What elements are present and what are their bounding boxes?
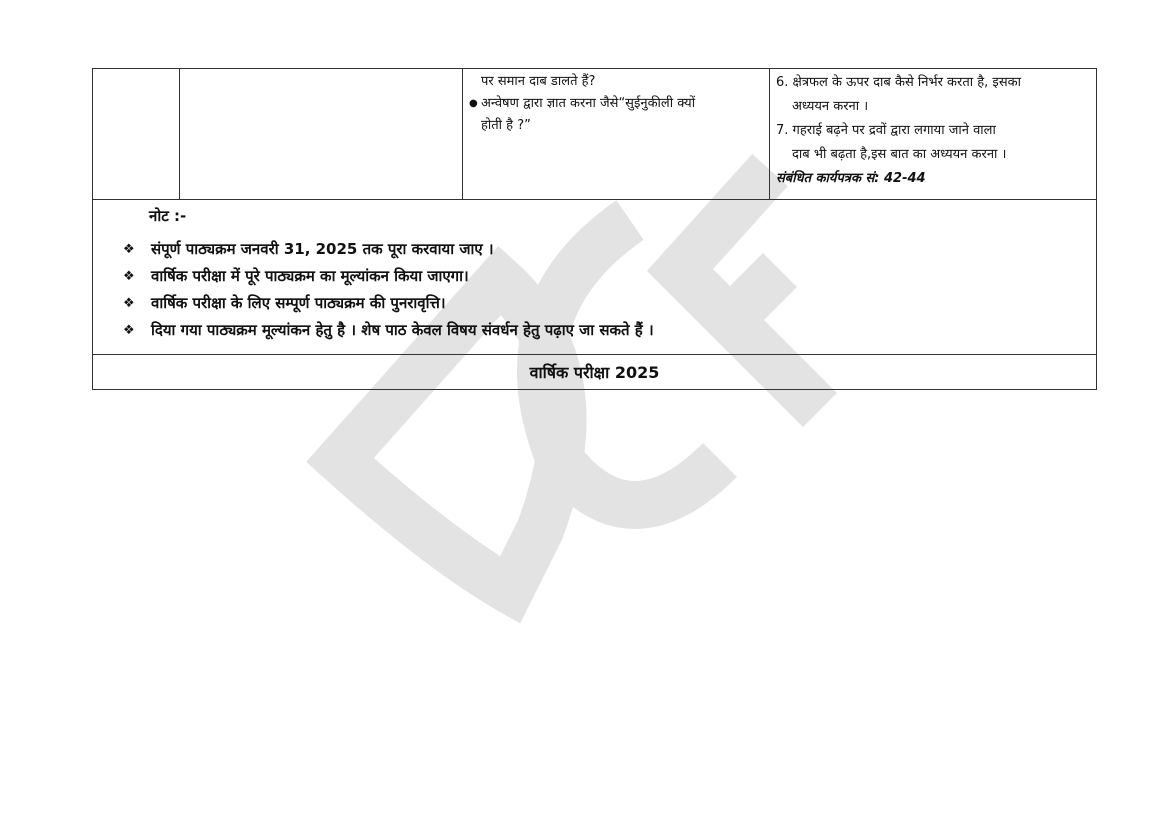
activity-text: होती है ?” — [481, 118, 531, 133]
diamond-bullet-icon: ❖ — [123, 242, 135, 257]
note-text: वार्षिक परीक्षा के लिए सम्पूर्ण पाठ्यक्रम की पुनरावृत्ति। — [151, 294, 446, 312]
footer-row — [93, 355, 1097, 390]
annual-exam-heading: वार्षिक परीक्षा 2025 — [93, 355, 1097, 390]
notes-cell — [93, 200, 1097, 355]
activity-line — [467, 71, 765, 93]
diamond-bullet-icon: ❖ — [123, 269, 135, 284]
outcome-item-7-cont: दाब भी बढ़ता है,इस बात का अध्ययन करना । — [792, 147, 1007, 162]
outcome-item-7: 7. गहराई बढ़ने पर द्रवों द्वारा लगाया जाने वाला — [776, 123, 996, 138]
empty-cell — [180, 69, 463, 200]
outcome-item-6-cont: अध्ययन करना । — [792, 99, 869, 114]
note-item — [123, 317, 1096, 344]
diamond-bullet-icon: ❖ — [123, 296, 135, 311]
activities-cell — [463, 69, 770, 200]
activity-text: अन्वेषण द्वारा ज्ञात करना जैसे“सुईनुकीली क्यों — [481, 96, 696, 111]
outcomes-cell — [770, 69, 1097, 200]
table-row — [93, 69, 1097, 200]
note-text: वार्षिक परीक्षा में पूरे पाठ्यक्रम का मूल्यांकन किया जाएगा। — [151, 267, 469, 285]
outcome-item-6: 6. क्षेत्रफल के ऊपर दाब कैसे निर्भर करता है, इसका — [776, 75, 1021, 90]
syllabus-table — [92, 68, 1097, 390]
bullet-icon: ● — [469, 98, 478, 109]
note-item — [123, 290, 1096, 317]
note-item — [123, 236, 1096, 263]
note-text: संपूर्ण पाठ्यक्रम जनवरी 31, 2025 तक पूरा करवाया जाए । — [151, 240, 494, 258]
activity-line — [467, 93, 765, 115]
diamond-bullet-icon: ❖ — [123, 323, 135, 338]
notes-list — [93, 236, 1096, 344]
activity-text: पर समान दाब डालते हैं? — [481, 74, 596, 89]
note-text: दिया गया पाठ्यक्रम मूल्यांकन हेतु है । शेष पाठ केवल विषय संवर्धन हेतु पढ़ाए जा सकते हैं । — [151, 321, 654, 339]
empty-cell — [93, 69, 180, 200]
activity-line — [467, 115, 765, 137]
note-item — [123, 263, 1096, 290]
worksheet-reference: संबंधित कार्यपत्रक सं: 42-44 — [776, 171, 926, 186]
notes-row — [93, 200, 1097, 355]
notes-title: नोट :- — [149, 207, 187, 225]
